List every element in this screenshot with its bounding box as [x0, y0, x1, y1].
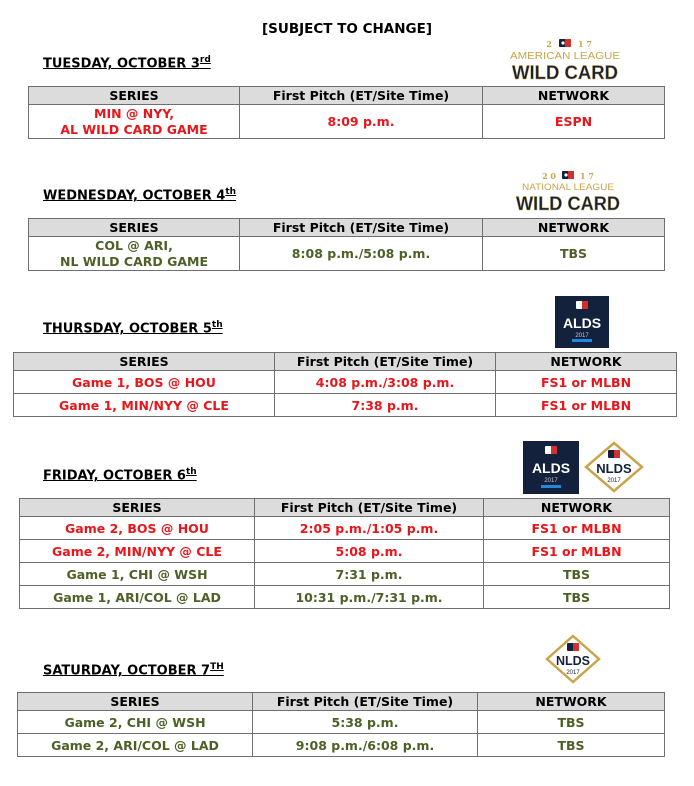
column-header-network: NETWORK [496, 353, 677, 371]
series-cell: Game 2, ARI/COL @ LAD [18, 734, 253, 757]
first-pitch-cell: 8:08 p.m./5:08 p.m. [240, 237, 483, 271]
logo-year: 2017 [566, 670, 580, 676]
column-header-series: SERIES [20, 499, 255, 517]
column-header-first-pitch: First Pitch (ET/Site Time) [240, 219, 483, 237]
table-row [20, 517, 670, 540]
logo-title: ALDS [531, 460, 571, 476]
column-header-first-pitch: First Pitch (ET/Site Time) [255, 499, 484, 517]
network-cell: TBS [478, 711, 665, 734]
day-heading-friday: FRIDAY, OCTOBER 6th [43, 467, 197, 484]
series-cell: Game 2, MIN/NYY @ CLE [20, 540, 255, 563]
column-header-first-pitch: First Pitch (ET/Site Time) [275, 353, 496, 371]
column-header-series: SERIES [29, 87, 240, 105]
logo-year: 2017 [544, 478, 558, 484]
table-header-row [29, 219, 665, 237]
schedule-table-wednesday [28, 218, 665, 271]
series-cell: Game 2, CHI @ WSH [18, 711, 253, 734]
table-row [18, 734, 665, 757]
logo-year-right: 1 7 [578, 39, 592, 49]
nlds-logo [545, 634, 601, 684]
logo-title: NLDS [555, 654, 591, 668]
alds-logo [555, 296, 609, 348]
first-pitch-cell: 5:38 p.m. [253, 711, 478, 734]
logo-title: NLDS [596, 461, 632, 476]
series-cell: MIN @ NYY, AL WILD CARD GAME [29, 105, 240, 139]
mlb-icon [567, 643, 579, 651]
network-cell: TBS [484, 563, 670, 586]
series-cell: Game 1, ARI/COL @ LAD [20, 586, 255, 609]
table-row [20, 563, 670, 586]
series-cell: Game 1, MIN/NYY @ CLE [14, 394, 275, 417]
network-cell: FS1 or MLBN [496, 371, 677, 394]
mlb-icon [562, 171, 574, 179]
logo-year-left: 2 0 [542, 171, 556, 181]
first-pitch-cell: 2:05 p.m./1:05 p.m. [255, 517, 484, 540]
first-pitch-cell: 7:38 p.m. [275, 394, 496, 417]
series-cell: Game 2, BOS @ HOU [20, 517, 255, 540]
network-cell: TBS [483, 237, 665, 271]
table-header-row [14, 353, 677, 371]
table-row [20, 586, 670, 609]
table-header-row [20, 499, 670, 517]
series-cell: COL @ ARI, NL WILD CARD GAME [29, 237, 240, 271]
column-header-network: NETWORK [484, 499, 670, 517]
mlb-icon [559, 39, 571, 47]
column-header-first-pitch: First Pitch (ET/Site Time) [253, 693, 478, 711]
day-heading-wednesday: WEDNESDAY, OCTOBER 4th [43, 187, 237, 204]
table-row [18, 711, 665, 734]
day-heading-saturday: SATURDAY, OCTOBER 7TH [43, 662, 224, 679]
table-row [14, 371, 677, 394]
logo-year-right: 1 7 [580, 171, 594, 181]
column-header-first-pitch: First Pitch (ET/Site Time) [240, 87, 483, 105]
table-row [14, 394, 677, 417]
logo-league: AMERICAN LEAGUE [510, 51, 621, 62]
subject-to-change-notice: [SUBJECT TO CHANGE] [261, 21, 432, 37]
logo-year: 2017 [575, 333, 589, 339]
logo-title: WILD CARD [516, 194, 620, 214]
logo-year-left: 2 [546, 39, 552, 49]
first-pitch-cell: 10:31 p.m./7:31 p.m. [255, 586, 484, 609]
schedule-table-saturday [17, 692, 665, 757]
mlb-icon [608, 450, 620, 458]
mlb-icon [576, 301, 588, 309]
first-pitch-cell: 8:09 p.m. [240, 105, 483, 139]
series-cell: Game 1, CHI @ WSH [20, 563, 255, 586]
day-heading-tuesday: TUESDAY, OCTOBER 3rd [43, 55, 211, 72]
nlds-logo [584, 441, 644, 493]
column-header-network: NETWORK [483, 87, 665, 105]
table-header-row [29, 87, 665, 105]
series-cell: Game 1, BOS @ HOU [14, 371, 275, 394]
nl-wild-card-logo [514, 170, 622, 214]
first-pitch-cell: 4:08 p.m./3:08 p.m. [275, 371, 496, 394]
table-row [29, 105, 665, 139]
network-cell: FS1 or MLBN [484, 517, 670, 540]
alds-logo [523, 441, 579, 494]
al-wild-card-logo [508, 38, 622, 84]
column-header-network: NETWORK [483, 219, 665, 237]
logo-league: NATIONAL LEAGUE [522, 182, 614, 193]
schedule-table-thursday [13, 352, 677, 417]
network-cell: ESPN [483, 105, 665, 139]
first-pitch-cell: 7:31 p.m. [255, 563, 484, 586]
day-heading-thursday: THURSDAY, OCTOBER 5th [43, 320, 223, 337]
table-row [20, 540, 670, 563]
column-header-series: SERIES [14, 353, 275, 371]
column-header-network: NETWORK [478, 693, 665, 711]
logo-year: 2017 [607, 478, 621, 484]
mlb-icon [545, 446, 557, 454]
schedule-table-tuesday [28, 86, 665, 139]
logo-title: ALDS [562, 315, 602, 331]
first-pitch-cell: 9:08 p.m./6:08 p.m. [253, 734, 478, 757]
schedule-table-friday [19, 498, 670, 609]
column-header-series: SERIES [29, 219, 240, 237]
network-cell: FS1 or MLBN [496, 394, 677, 417]
network-cell: FS1 or MLBN [484, 540, 670, 563]
network-cell: TBS [478, 734, 665, 757]
table-header-row [18, 693, 665, 711]
network-cell: TBS [484, 586, 670, 609]
table-row [29, 237, 665, 271]
column-header-series: SERIES [18, 693, 253, 711]
logo-title: WILD CARD [512, 63, 618, 84]
first-pitch-cell: 5:08 p.m. [255, 540, 484, 563]
